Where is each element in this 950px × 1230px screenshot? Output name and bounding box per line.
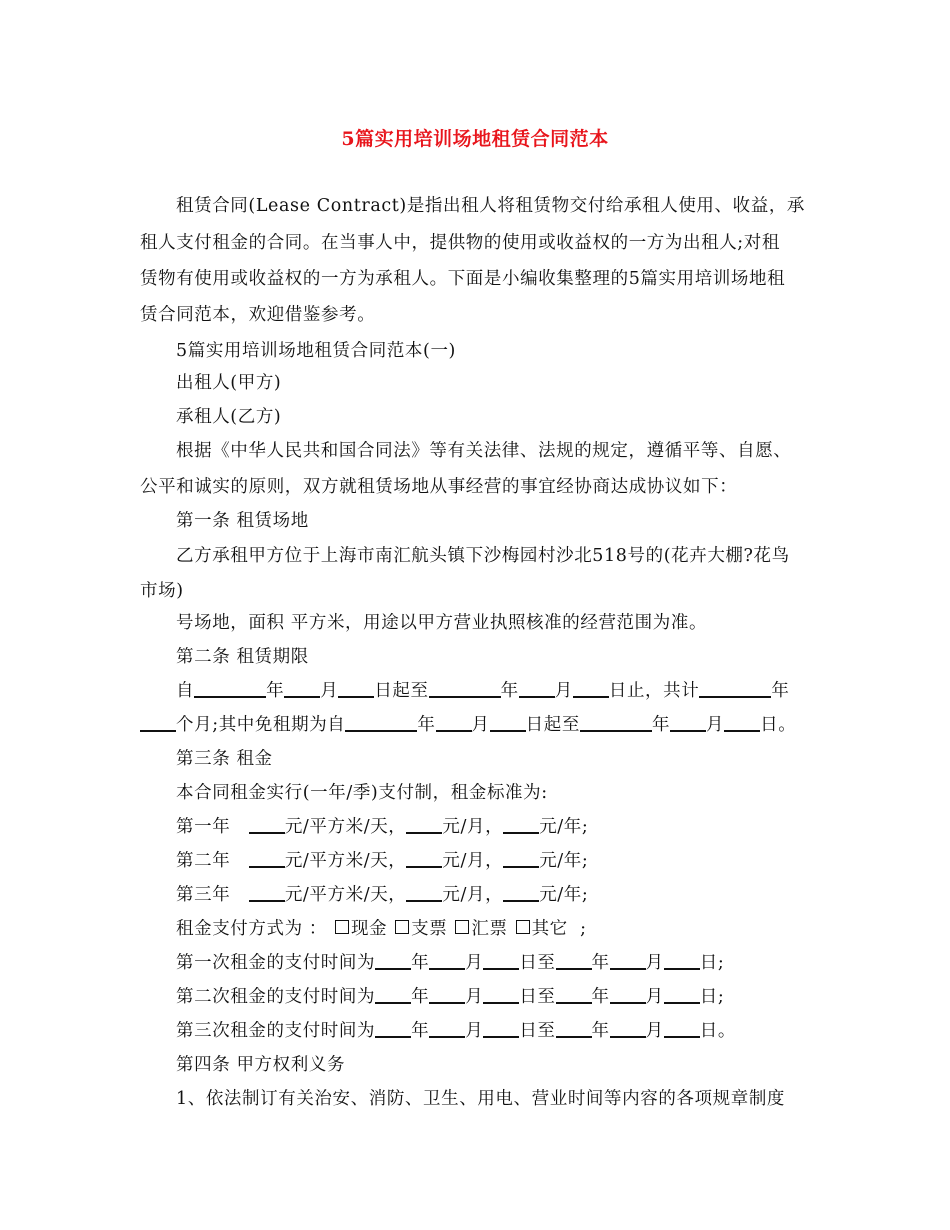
pay-unit: 日; xyxy=(699,953,725,973)
checkbox-cash[interactable] xyxy=(335,920,349,934)
term-text: 日。 xyxy=(760,715,797,735)
intro-line-2: 租人支付租金的合同。在当事人中，提供物的使用或收益权的一方为出租人;对租 xyxy=(140,233,780,253)
blank-field xyxy=(610,952,646,970)
payment-method-label: 租金支付方式为 ： xyxy=(176,919,327,939)
term-text: 年 xyxy=(500,681,519,701)
term-text: 年 xyxy=(266,681,285,701)
term-text: 日止，共计 xyxy=(608,681,700,701)
rent-year-label: 第二年 xyxy=(176,851,231,871)
blank-field xyxy=(429,680,501,698)
blank-field xyxy=(503,850,539,868)
article-3-title: 第三条 租金 xyxy=(176,749,273,769)
blank-field xyxy=(556,1020,592,1038)
blank-field xyxy=(664,1020,700,1038)
payment-option-label: 其它 xyxy=(531,919,568,939)
blank-field xyxy=(140,714,176,732)
pay-unit: 月 xyxy=(465,987,484,1007)
term-text: 日起至 xyxy=(374,681,429,701)
blank-field xyxy=(436,714,472,732)
article-1-line-1: 乙方承租甲方位于上海市南汇航头镇下沙梅园村沙北518号的(花卉大棚?花鸟 xyxy=(176,546,790,566)
article-1-title: 第一条 租赁场地 xyxy=(176,511,309,531)
rent-unit: 元/平方米/天， xyxy=(284,817,407,837)
blank-field xyxy=(406,884,442,902)
lessor-label: 出租人(甲方) xyxy=(176,373,282,393)
pay-unit: 年 xyxy=(411,953,430,973)
payment-end: ; xyxy=(580,919,587,939)
section-heading: 5篇实用培训场地租赁合同范本(一) xyxy=(176,341,456,361)
blank-field xyxy=(483,986,519,1004)
blank-field xyxy=(249,884,285,902)
pay-unit: 月 xyxy=(645,987,664,1007)
blank-field xyxy=(490,714,526,732)
article-2-title: 第二条 租赁期限 xyxy=(176,647,309,667)
term-text: 年 xyxy=(651,715,671,735)
blank-field xyxy=(664,952,700,970)
pay-time-label: 第二次租金的支付时间为 xyxy=(176,987,376,1007)
article-4-title: 第四条 甲方权利义务 xyxy=(176,1055,346,1075)
term-text: 个月;其中免租期为自 xyxy=(176,715,346,735)
checkbox-cheque[interactable] xyxy=(395,920,409,934)
pay-time-line-2 xyxy=(176,986,724,1008)
pay-unit: 日。 xyxy=(699,1021,736,1041)
blank-field xyxy=(375,1020,411,1038)
blank-field xyxy=(429,1020,465,1038)
article-1-line-2: 市场) xyxy=(140,581,184,601)
pay-unit: 年 xyxy=(411,1021,430,1041)
rent-unit: 元/月， xyxy=(442,885,504,905)
pay-unit: 年 xyxy=(591,1021,610,1041)
pay-unit: 月 xyxy=(645,953,664,973)
term-text: 年 xyxy=(417,715,436,735)
rent-unit: 元/平方米/天， xyxy=(284,851,407,871)
lessee-label: 承租人(乙方) xyxy=(176,407,282,427)
blank-field xyxy=(375,986,411,1004)
rent-year-label: 第三年 xyxy=(176,885,231,905)
pay-unit: 年 xyxy=(591,953,610,973)
blank-field xyxy=(338,680,374,698)
blank-field xyxy=(556,986,592,1004)
lease-term-line-1 xyxy=(176,680,789,702)
blank-field xyxy=(699,680,771,698)
blank-field xyxy=(573,680,609,698)
lease-term-line-2 xyxy=(140,714,796,736)
blank-field xyxy=(670,714,706,732)
rent-unit: 元/平方米/天， xyxy=(284,885,407,905)
payment-option-label: 现金 xyxy=(350,919,388,939)
pay-time-line-1 xyxy=(176,952,724,974)
rent-unit: 元/年; xyxy=(539,817,589,837)
rent-row-year-1 xyxy=(176,816,588,838)
blank-field xyxy=(375,952,411,970)
rent-row-year-3 xyxy=(176,884,588,906)
payment-option-label: 支票 xyxy=(411,919,448,939)
article-4-line-1: 1、依法制订有关治安、消防、卫生、用电、营业时间等内容的各项规章制度 xyxy=(176,1089,786,1109)
intro-line-1: 租赁合同(Lease Contract)是指出租人将租赁物交付给承租人使用、收益，承 xyxy=(176,196,806,216)
article-1-line-3: 号场地，面积 平方米，用途以甲方营业执照核准的经营范围为准。 xyxy=(176,613,708,633)
term-text: 月 xyxy=(320,681,339,701)
blank-field xyxy=(284,680,320,698)
blank-field xyxy=(406,816,442,834)
pay-unit: 日至 xyxy=(519,953,556,973)
blank-field xyxy=(610,986,646,1004)
blank-field xyxy=(345,714,417,732)
blank-field xyxy=(519,680,555,698)
blank-field xyxy=(429,952,465,970)
intro-line-4: 赁合同范本，欢迎借鉴参考。 xyxy=(140,305,376,325)
rent-intro: 本合同租金实行(一年/季)支付制，租金标准为: xyxy=(176,783,548,803)
rent-unit: 元/年; xyxy=(539,885,589,905)
rent-unit: 元/年; xyxy=(539,851,589,871)
pay-unit: 日至 xyxy=(519,987,556,1007)
basis-line-1: 根据《中华人民共和国合同法》等有关法律、法规的规定，遵循平等、自愿、 xyxy=(176,441,792,461)
blank-field xyxy=(664,986,700,1004)
checkbox-other[interactable] xyxy=(516,920,530,934)
blank-field xyxy=(194,680,266,698)
checkbox-draft[interactable] xyxy=(455,920,469,934)
blank-field xyxy=(580,714,652,732)
document-title: 5篇实用培训场地租赁合同范本 xyxy=(341,128,609,150)
pay-unit: 月 xyxy=(465,1021,484,1041)
pay-unit: 年 xyxy=(411,987,430,1007)
rent-unit: 元/月， xyxy=(442,851,504,871)
blank-field xyxy=(483,1020,519,1038)
rent-row-year-2 xyxy=(176,850,588,872)
term-text: 年 xyxy=(771,681,790,701)
pay-unit: 日; xyxy=(699,987,725,1007)
payment-method-line xyxy=(176,918,587,940)
pay-time-label: 第一次租金的支付时间为 xyxy=(176,953,376,973)
blank-field xyxy=(429,986,465,1004)
basis-line-2: 公平和诚实的原则，双方就租赁场地从事经营的事宜经协商达成协议如下： xyxy=(140,477,738,497)
blank-field xyxy=(249,850,285,868)
pay-unit: 日至 xyxy=(519,1021,556,1041)
term-text: 月 xyxy=(471,715,490,735)
pay-unit: 月 xyxy=(465,953,484,973)
term-text: 月 xyxy=(706,715,725,735)
blank-field xyxy=(249,816,285,834)
blank-field xyxy=(503,884,539,902)
blank-field xyxy=(556,952,592,970)
rent-unit: 元/月， xyxy=(442,817,504,837)
rent-year-label: 第一年 xyxy=(176,817,231,837)
pay-time-line-3 xyxy=(176,1020,736,1042)
blank-field xyxy=(724,714,760,732)
intro-line-3: 赁物有使用或收益权的一方为承租人。下面是小编收集整理的5篇实用培训场地租 xyxy=(140,269,786,289)
term-text: 自 xyxy=(176,681,195,701)
blank-field xyxy=(483,952,519,970)
blank-field xyxy=(610,1020,646,1038)
term-text: 月 xyxy=(554,681,573,701)
pay-unit: 月 xyxy=(645,1021,664,1041)
pay-time-label: 第三次租金的支付时间为 xyxy=(176,1021,376,1041)
blank-field xyxy=(503,816,539,834)
blank-field xyxy=(406,850,442,868)
term-text: 日起至 xyxy=(525,715,580,735)
pay-unit: 年 xyxy=(591,987,610,1007)
payment-option-label: 汇票 xyxy=(471,919,508,939)
